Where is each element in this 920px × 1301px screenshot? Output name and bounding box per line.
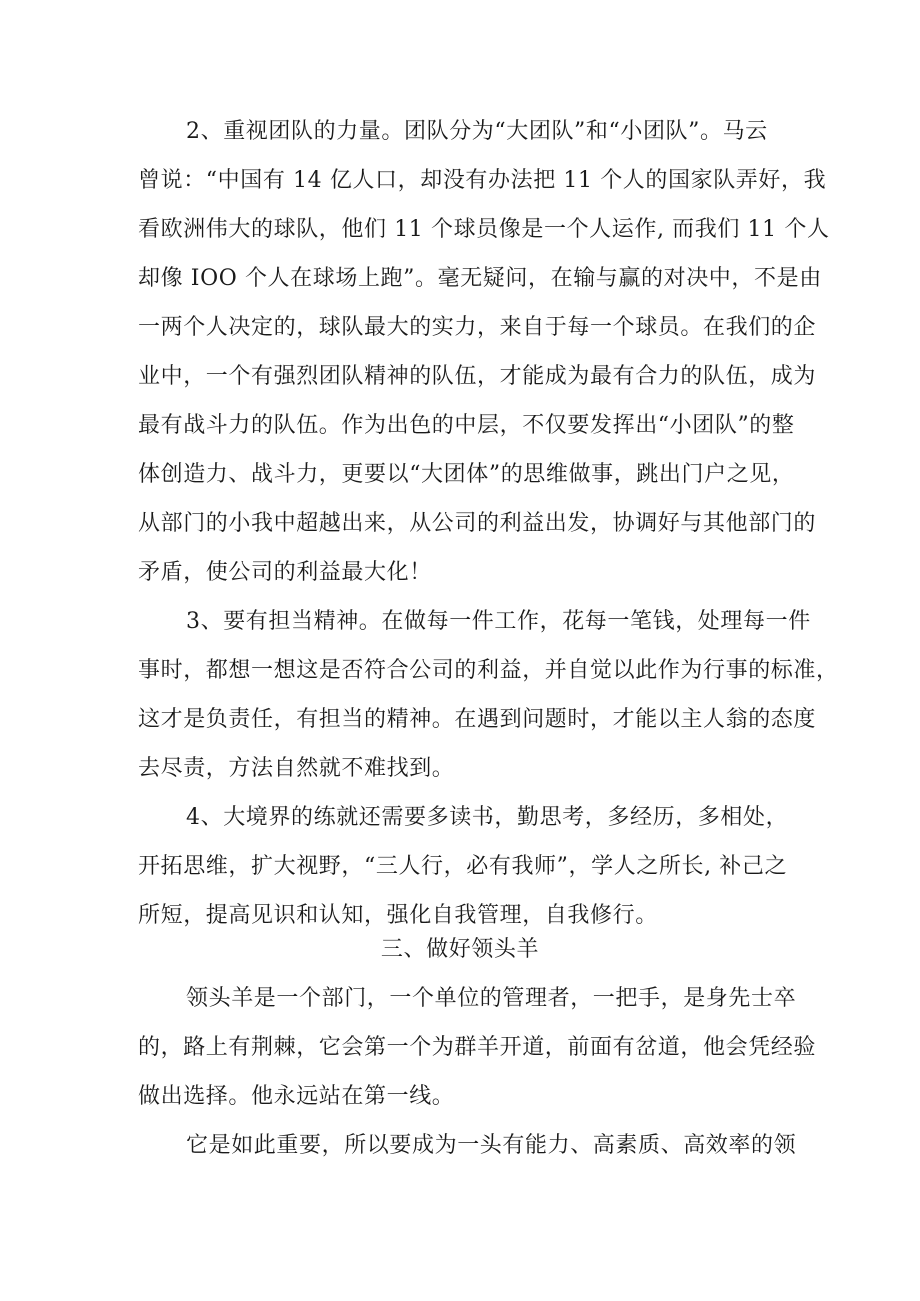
- paragraph-3-line-4: 去尽责，方法自然就不难找到。: [138, 756, 455, 781]
- paragraph-5-line-1: 领头羊是一个部门，一个单位的管理者，一把手，是身先士卒: [186, 986, 797, 1011]
- paragraph-5-line-3: 做出选择。他永远站在第一线。: [138, 1084, 455, 1109]
- paragraph-4-line-3: 所短，提高见识和认知，强化自我管理，自我修行。: [138, 903, 658, 928]
- paragraph-2-line-7: 最有战斗力的队伍。作为出色的中层，不仅要发挥出“小团队”的整: [138, 413, 795, 438]
- paragraph-3-line-2: 事时，都想一想这是否符合公司的利益，并自觉以此作为行事的标准，: [138, 658, 839, 683]
- paragraph-2-line-6: 业中，一个有强烈团队精神的队伍，才能成为最有合力的队伍，成为: [138, 364, 817, 389]
- paragraph-2-line-3: 看欧洲伟大的球队，他们 11 个球员像是一个人运作, 而我们 11 个人: [138, 217, 830, 242]
- paragraph-2-line-10: 矛盾，使公司的利益最大化！: [138, 560, 432, 585]
- paragraph-2-line-9: 从部门的小我中超越出来，从公司的利益出发，协调好与其他部门的: [138, 511, 817, 536]
- section-heading: 三、做好领头羊: [380, 937, 540, 962]
- paragraph-2-line-4: 却像 IOO 个人在球场上跑”。毫无疑问，在输与赢的对决中，不是由: [138, 266, 822, 291]
- paragraph-2-line-8: 体创造力、战斗力，更要以“大团体”的思维做事，跳出门户之见，: [138, 462, 795, 487]
- paragraph-3-line-3: 这才是负责任，有担当的精神。在遇到问题时，才能以主人翁的态度: [138, 707, 817, 732]
- paragraph-4-line-1: 4、大境界的练就还需要多读书，勤思考，多经历，多相处，: [186, 805, 789, 830]
- paragraph-2-line-2: 曾说：“中国有 14 亿人口，却没有办法把 11 个人的国家队弄好，我: [138, 168, 827, 193]
- paragraph-4-line-2: 开拓思维，扩大视野，“三人行，必有我师”，学人之所长, 补己之: [138, 854, 788, 879]
- paragraph-2-line-5: 一两个人决定的，球队最大的实力，来自于每一个球员。在我们的企: [138, 315, 817, 340]
- paragraph-6-line-1: 它是如此重要，所以要成为一头有能力、高素质、高效率的领: [186, 1133, 797, 1158]
- paragraph-5-line-2: 的，路上有荆棘，它会第一个为群羊开道，前面有岔道，他会凭经验: [138, 1035, 817, 1060]
- paragraph-2-line-1: 2、重视团队的力量。团队分为“大团队”和“小团队”。马云: [186, 119, 768, 144]
- paragraph-3-line-1: 3、要有担当精神。在做每一件工作，花每一笔钱，处理每一件: [186, 609, 811, 634]
